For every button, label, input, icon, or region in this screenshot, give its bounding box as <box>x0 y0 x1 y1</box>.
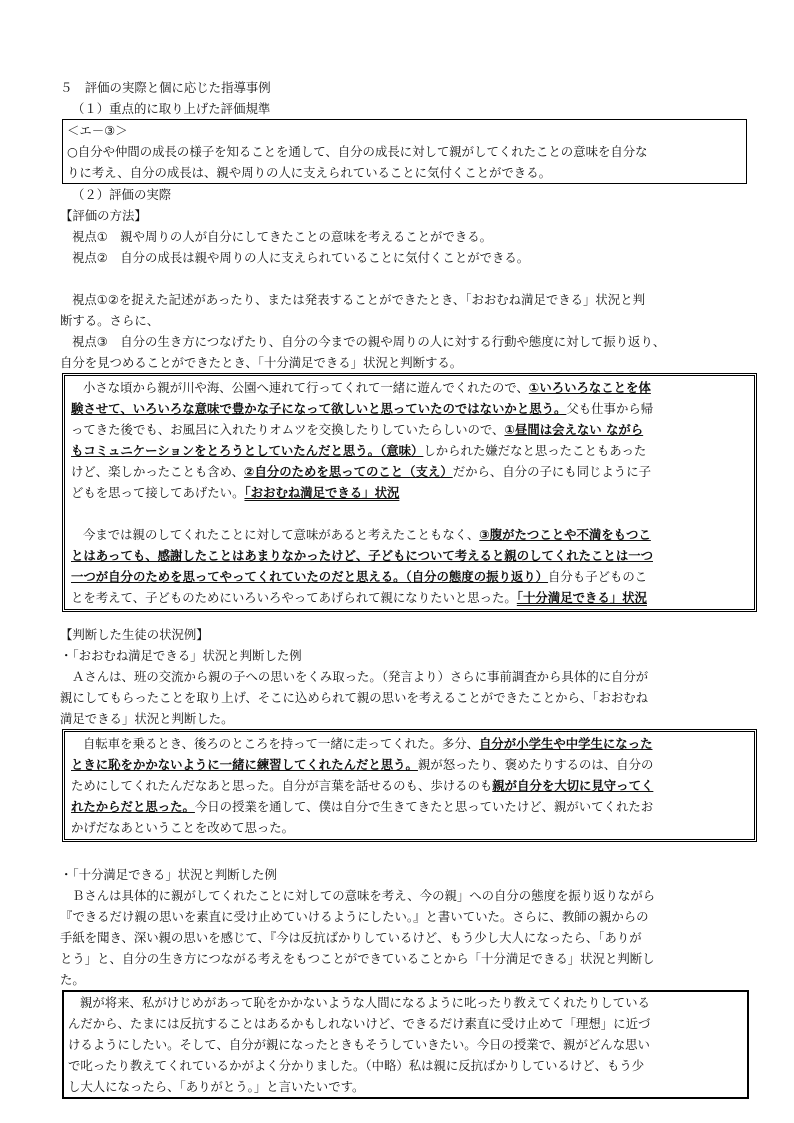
evaluation-tag-fair: 「おおむね満足できる」状況 <box>244 485 400 500</box>
student-example-box-2 <box>62 729 757 842</box>
document-page <box>60 77 736 1099</box>
example-1-line-1: 小さな頃から親が川や海、公園へ連れて行ってくれて一緒に遊んでくれたので、①いろいろなことを体 <box>83 380 651 395</box>
case-1-line-2: 親にしてもらったことを取り上げ、そこに込められて親の思いを考えることができたことから、「おおむね <box>60 690 649 705</box>
case-2-line-2: 『できるだけ親の思いを素直に受け止めていけるようにしたい。』と書いていた。さらに、教師の親からの <box>60 909 649 924</box>
case-2-line-5: た。 <box>60 972 85 987</box>
case-2-line-1: Ｂさんは具体的に親がしてくれたことに対しての意味を考え、今の親」への自分の態度を振り返りながら <box>72 888 656 903</box>
example-2-line-5: かげだなあということを改めて思った。 <box>71 820 295 835</box>
example-1-line-10: とを考えて、子どものためにいろいろやってあげられて親になりたいと思った。「十分満足できる」状況 <box>71 590 647 605</box>
viewpoint-1: 視点① 親や周りの人が自分にしてきたことの意味を考えることができる。 <box>72 229 492 244</box>
method-paragraph-1a: 視点①②を捉えた記述があったり、または発表することができたとき、「おおむね満足できる」状況と判 <box>72 292 645 307</box>
example-1-line-5: けど、楽しかったことも含め、②自分のためを思ってのこと（支え）だから、自分の子にも同じように子 <box>71 464 651 479</box>
example-1-line-9: 一つが自分のためを思ってやってくれていたのだと思える。（自分の態度の振り返り）自分も子どものこ <box>71 569 648 584</box>
example-3-line-2: んだから、たまには反抗することはあるかもしれないけど、できるだけ素直に受け止めて「理想」に近づ <box>68 1016 651 1031</box>
example-3-line-3: けるようにしたい。そして、自分が親になったときもそうしていきたい。今日の授業で、親がどんな思い <box>68 1037 650 1052</box>
section-heading: ５ 評価の実際と個に応じた指導事例 <box>60 80 271 95</box>
case-1-title: ・「おおむね満足できる」状況と判断した例 <box>60 648 302 663</box>
criterion-label: ＜エ－③＞ <box>67 123 128 138</box>
case-2-line-3: 手紙を聞き、深い親の思いを感じて、『今は反抗ばかりしているけど、もう少し大人になったら、「ありが <box>60 930 642 945</box>
example-2-line-2: ときに恥をかかないように一緒に練習してくれたんだと思う。親が怒ったり、褒めたりするのは、自分の <box>71 757 654 772</box>
example-1-line-2: 験させて、いろいろな意味で豊かな子になって欲しいと思っていたのではないかと思う。父も仕事から帰 <box>71 401 654 416</box>
student-example-box-3 <box>62 990 749 1099</box>
example-2-line-3: ためにしてくれたんだなあと思った。自分が言葉を話せるのも、歩けるのも親が自分を大切に見守ってく <box>71 778 654 793</box>
case-1-line-3: 満足できる」状況と判断した。 <box>60 711 234 726</box>
case-1-line-1: Ａさんは、班の交流から親の子への思いをくみ取った。（発言より）さらに事前調査から具体的に自分が <box>72 669 649 684</box>
student-example-box-1 <box>62 373 757 612</box>
method-paragraph-2b: 自分を見つめることができたとき、「十分満足できる」状況と判断する。 <box>60 355 463 370</box>
example-1-line-6: どもを思って接してあげたい。「おおむね満足できる」状況 <box>71 485 400 500</box>
subheading-criterion: （１）重点的に取り上げた評価規準 <box>72 101 271 116</box>
method-paragraph-1b: 断する。さらに、 <box>60 313 160 328</box>
example-3-line-5: し大人になったら、「ありがとう。」と言いたいです。 <box>68 1079 365 1094</box>
criterion-box <box>62 119 747 184</box>
evaluation-tag-sufficient: 「十分満足できる」状況 <box>516 590 647 605</box>
example-1-line-7: 今までは親のしてくれたことに対して意味があると考えたこともなく、③腹がたつことや不満をもつこ <box>83 527 651 542</box>
viewpoint-2: 視点② 自分の成長は親や周りの人に支えられていることに気付くことができる。 <box>72 250 530 265</box>
example-1-line-4: もコミュニケーションをとろうとしていたんだと思う。（意味）しかられた嫌だなと思ったこともあった <box>71 443 647 458</box>
judged-title: 【判断した生徒の状況例】 <box>60 627 209 642</box>
example-2-line-4: れたからだと思った。今日の授業を通して、僕は自分で生きてきたと思っていたけど、親がいてくれたお <box>71 799 654 814</box>
case-2-title: ・「十分満足できる」状況と判断した例 <box>60 867 277 882</box>
criterion-text-1: ○自分や仲間の成長の様子を知ることを通して、自分の成長に対して親がしてくれたことの意味を自分な <box>67 144 648 159</box>
criterion-text-2: りに考え、自分の成長は、親や周りの人に支えられていることに気付くことができる。 <box>67 165 551 180</box>
method-title: 【評価の方法】 <box>60 208 147 223</box>
method-paragraph-2a: 視点③ 自分の生き方につなげたり、自分の今までの親や周りの人に対する行動や態度に対して振り返り、 <box>72 334 666 349</box>
example-1-line-8: とはあっても、感謝したことはあまりなかったけど、子どもについて考えると親のしてくれたことは一つ <box>71 548 653 563</box>
example-3-line-4: で叱ったり教えてくれているかがよく分かりました。（中略）私は親に反抗ばかりしているけど、もう少 <box>68 1058 645 1073</box>
example-3-line-1: 親が将来、私がけじめがあって恥をかかないような人間になるように叱ったり教えてくれたりしている <box>80 995 650 1010</box>
example-1-line-3: ってきた後でも、お風呂に入れたりオムツを交換したりしていたらしいので、①昼間は会えない ながら <box>71 422 644 437</box>
subheading-evaluation: （２）評価の実際 <box>72 187 172 202</box>
case-2-line-4: とう」と、自分の生き方につながる考えをもつことができていることから「十分満足できる」状況と判断し <box>60 951 655 966</box>
example-2-line-1: 自転車を乗るとき、後ろのところを持って一緒に走ってくれた。多分、自分が小学生や中学生になった <box>83 736 653 751</box>
